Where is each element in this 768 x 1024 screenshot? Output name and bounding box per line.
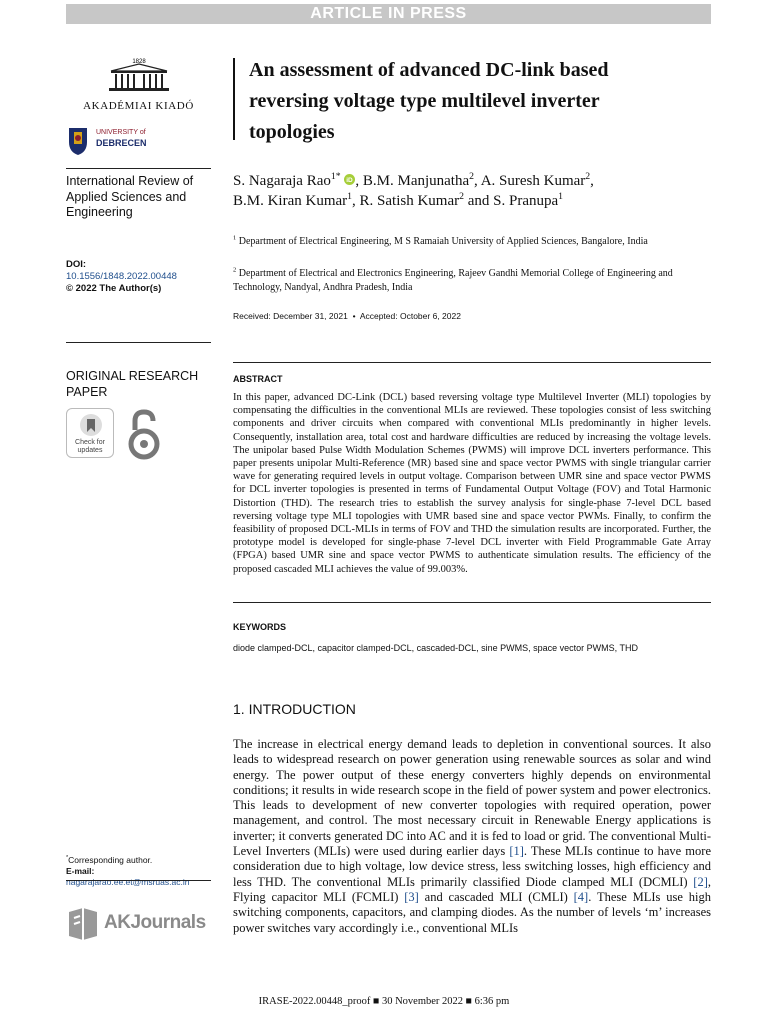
citation-link[interactable]: [2] xyxy=(693,874,708,889)
paper-type: ORIGINAL RESEARCH PAPER xyxy=(66,369,199,399)
check-updates-text: Check for updates xyxy=(75,439,105,454)
keywords-heading: KEYWORDS xyxy=(233,622,287,632)
abstract-heading: ABSTRACT xyxy=(233,374,283,384)
intro-text: The increase in electrical energy demand leads to depletion in conventional sources. It also leads to widespread research on power generation using renewable sources as solar and wind energy. The power output of these energy converters highly depends on environmental conditions; it results in wide research scope in the field of power system and power electronics. This leads to development of new converter topologies with required operation, power management, and control. The most necessary circuit in Renewable Energy applications is inverter; it converts generated DC into AC and it is fed to load or grid. The conventional Multi-Level Inverters (MLIs) were used during earlier days xyxy=(233,737,711,859)
abstract-bottom-rule xyxy=(233,602,711,603)
section-heading: 1. INTRODUCTION xyxy=(233,701,356,717)
received-date: Received: December 31, 2021 xyxy=(233,311,348,321)
citation-link[interactable]: [4] xyxy=(573,889,589,904)
affiliation-num: 1 xyxy=(233,234,237,242)
page-footer: IRASE-2022.00448_proof ■ 30 November 2022 ■ 6:36 pm xyxy=(258,996,510,1007)
left-divider-2 xyxy=(66,342,211,343)
affiliation-text: Department of Electrical and Electronics Engineering, Rajeev Gandhi Memorial College of Engineering and Technology, Nandyal, Andhra Pradesh, India xyxy=(233,268,673,293)
author-sup: 2 xyxy=(459,191,464,202)
affiliation-text: Department of Electrical Engineering, M S Ramaiah University of Applied Sciences, Bangalore, India xyxy=(238,236,648,247)
author-name[interactable]: S. Pranupa xyxy=(493,193,559,209)
orcid-icon[interactable] xyxy=(344,174,355,185)
doi-block xyxy=(66,259,211,295)
building-icon xyxy=(107,57,171,93)
open-access-icon xyxy=(126,408,162,462)
dates xyxy=(233,311,461,321)
author-sup: 2 xyxy=(469,171,475,182)
corresponding-author: *Corresponding author. E-mail: nagarajarao.ee.et@msruas.ac.in xyxy=(66,855,190,887)
bullet-separator: • xyxy=(352,311,356,321)
author-name[interactable]: R. Satish Kumar xyxy=(359,193,460,209)
publisher-year: 1828 xyxy=(131,59,146,65)
university-crest-icon xyxy=(66,124,90,156)
akjournals-text: AKJournals xyxy=(104,912,206,933)
affiliation-1 xyxy=(233,235,703,249)
email-label: E-mail: xyxy=(66,866,95,876)
intro-text: , Flying capacitor MLI (FCMLI) xyxy=(233,874,711,904)
author-name[interactable]: B.M. Manjunatha xyxy=(362,173,470,189)
introduction-paragraph xyxy=(233,737,711,936)
abstract-top-rule xyxy=(233,362,711,363)
accepted-date: Accepted: October 6, 2022 xyxy=(359,311,461,321)
intro-text: . These MLIs continue to have more consideration due to high voltage, low device stress, less switching losses, high efficiency and less THD. The conventional MLIs primarily classified Diode clamped MLI (DCMLI) xyxy=(233,844,711,889)
left-divider-3 xyxy=(66,880,211,881)
affiliation-num: 2 xyxy=(233,266,237,274)
check-for-updates-badge[interactable] xyxy=(66,408,114,458)
akjournals-logo xyxy=(66,906,211,944)
author-name[interactable]: A. Suresh Kumar xyxy=(480,173,586,189)
article-title: An assessment of advanced DC-link based reversing voltage type multilevel inverter topologies xyxy=(249,59,609,143)
university-name: DEBRECEN xyxy=(96,138,147,148)
intro-text: and cascaded MLI (CMLI) xyxy=(418,889,574,904)
university-small: UNIVERSITY of xyxy=(96,129,146,136)
doi-label: DOI: xyxy=(66,259,87,270)
affiliation-2 xyxy=(233,267,703,295)
author-list: S. Nagaraja Rao$^{1*}$ iD , B.M. Manjunatha$^2$, A. Suresh Kumar$^2$, B.M. Kiran Kumar$^1$, R. Satish Kumar$^2$ and S. Pranupa$^1$ xyxy=(233,171,594,209)
akjournals-icon xyxy=(66,906,100,942)
akademiai-kiado-logo xyxy=(66,57,211,112)
author-sup: 1* xyxy=(330,171,341,182)
journal-name: International Review of Applied Sciences and Engineering xyxy=(66,174,194,219)
university-debrecen-logo xyxy=(66,124,211,158)
title-accent-bar xyxy=(233,58,235,140)
corresponding-label: Corresponding author. xyxy=(68,855,153,865)
email-link[interactable]: nagarajarao.ee.et@msruas.ac.in xyxy=(66,877,190,887)
author-name[interactable]: B.M. Kiran Kumar xyxy=(233,193,348,209)
author-name[interactable]: S. Nagaraja Rao xyxy=(233,173,331,189)
publisher-name: AKADÉMIAI KIADÓ xyxy=(83,100,194,112)
author-sup: 1 xyxy=(347,191,353,202)
keywords-text: diode clamped-DCL, capacitor clamped-DCL, cascaded-DCL, sine PWMS, space vector PWMS, THD xyxy=(233,643,638,653)
intro-text: . These MLIs use high switching components, capacitors, and clamping diodes. As the number of levels ‘m’ increases power switches vary accordingly i.e., conventional MLIs xyxy=(233,889,711,935)
copyright: © 2022 The Author(s) xyxy=(66,283,162,294)
author-conj: and xyxy=(467,193,490,209)
author-sup: 1 xyxy=(558,191,564,202)
doi-link[interactable]: 10.1556/1848.2022.00448 xyxy=(66,271,177,282)
citation-link[interactable]: [1] xyxy=(509,844,524,859)
left-divider xyxy=(66,168,211,169)
abstract-text: In this paper, advanced DC-Link (DCL) based reversing voltage type Multilevel Inverter (MLI) topologies by compensating the difficulties in the conventional MLIs are reviewed. These topologies consist of less switching components and driver circuits when compared with conventional MLIs predominantly in higher levels. Consequently, installation area, total cost and hardware difficulties are reduced by increasing the voltage levels. The unipolar based Pulse Width Modulation Schemes (PWMS) will improve DCL inverters performance. This paper presents unipolar Multi-Reference (MR) based sine and space vector PWMS with single triangular carrier wave for generating required levels in output voltage. Comparison between UMR sine and space vector PWMS for DCL inverter topologies is presented in terms of Fundamental Output Voltage (FOV) and Total Harmonic Distortion (THD). The research tries to establish the survey analysis for single-phase 7-level DCL based reversing voltage type MLI topologies with UMR based sine and space vector PWMs. Finally, to confirm the feasibility of proposed DCL-MLIs in terms of FOV and THD the simulation results are incorporated. Further, the prototype model is developed for single-phase 7-level DCL inverter with Field Programmable Gate Array (FPGA) based UMR sine and space vector PWMS to authenticate simulation results. The efficiency of the proposed cascaded MLI achieves the value of 99.003%. xyxy=(233,392,711,575)
svg-text:iD: iD xyxy=(346,177,354,184)
article-in-press-banner: ARTICLE IN PRESS xyxy=(66,4,711,24)
badges xyxy=(66,408,211,464)
citation-link[interactable]: [3] xyxy=(404,889,419,904)
author-sup: 2 xyxy=(585,171,591,182)
bookmark-icon xyxy=(78,412,104,438)
